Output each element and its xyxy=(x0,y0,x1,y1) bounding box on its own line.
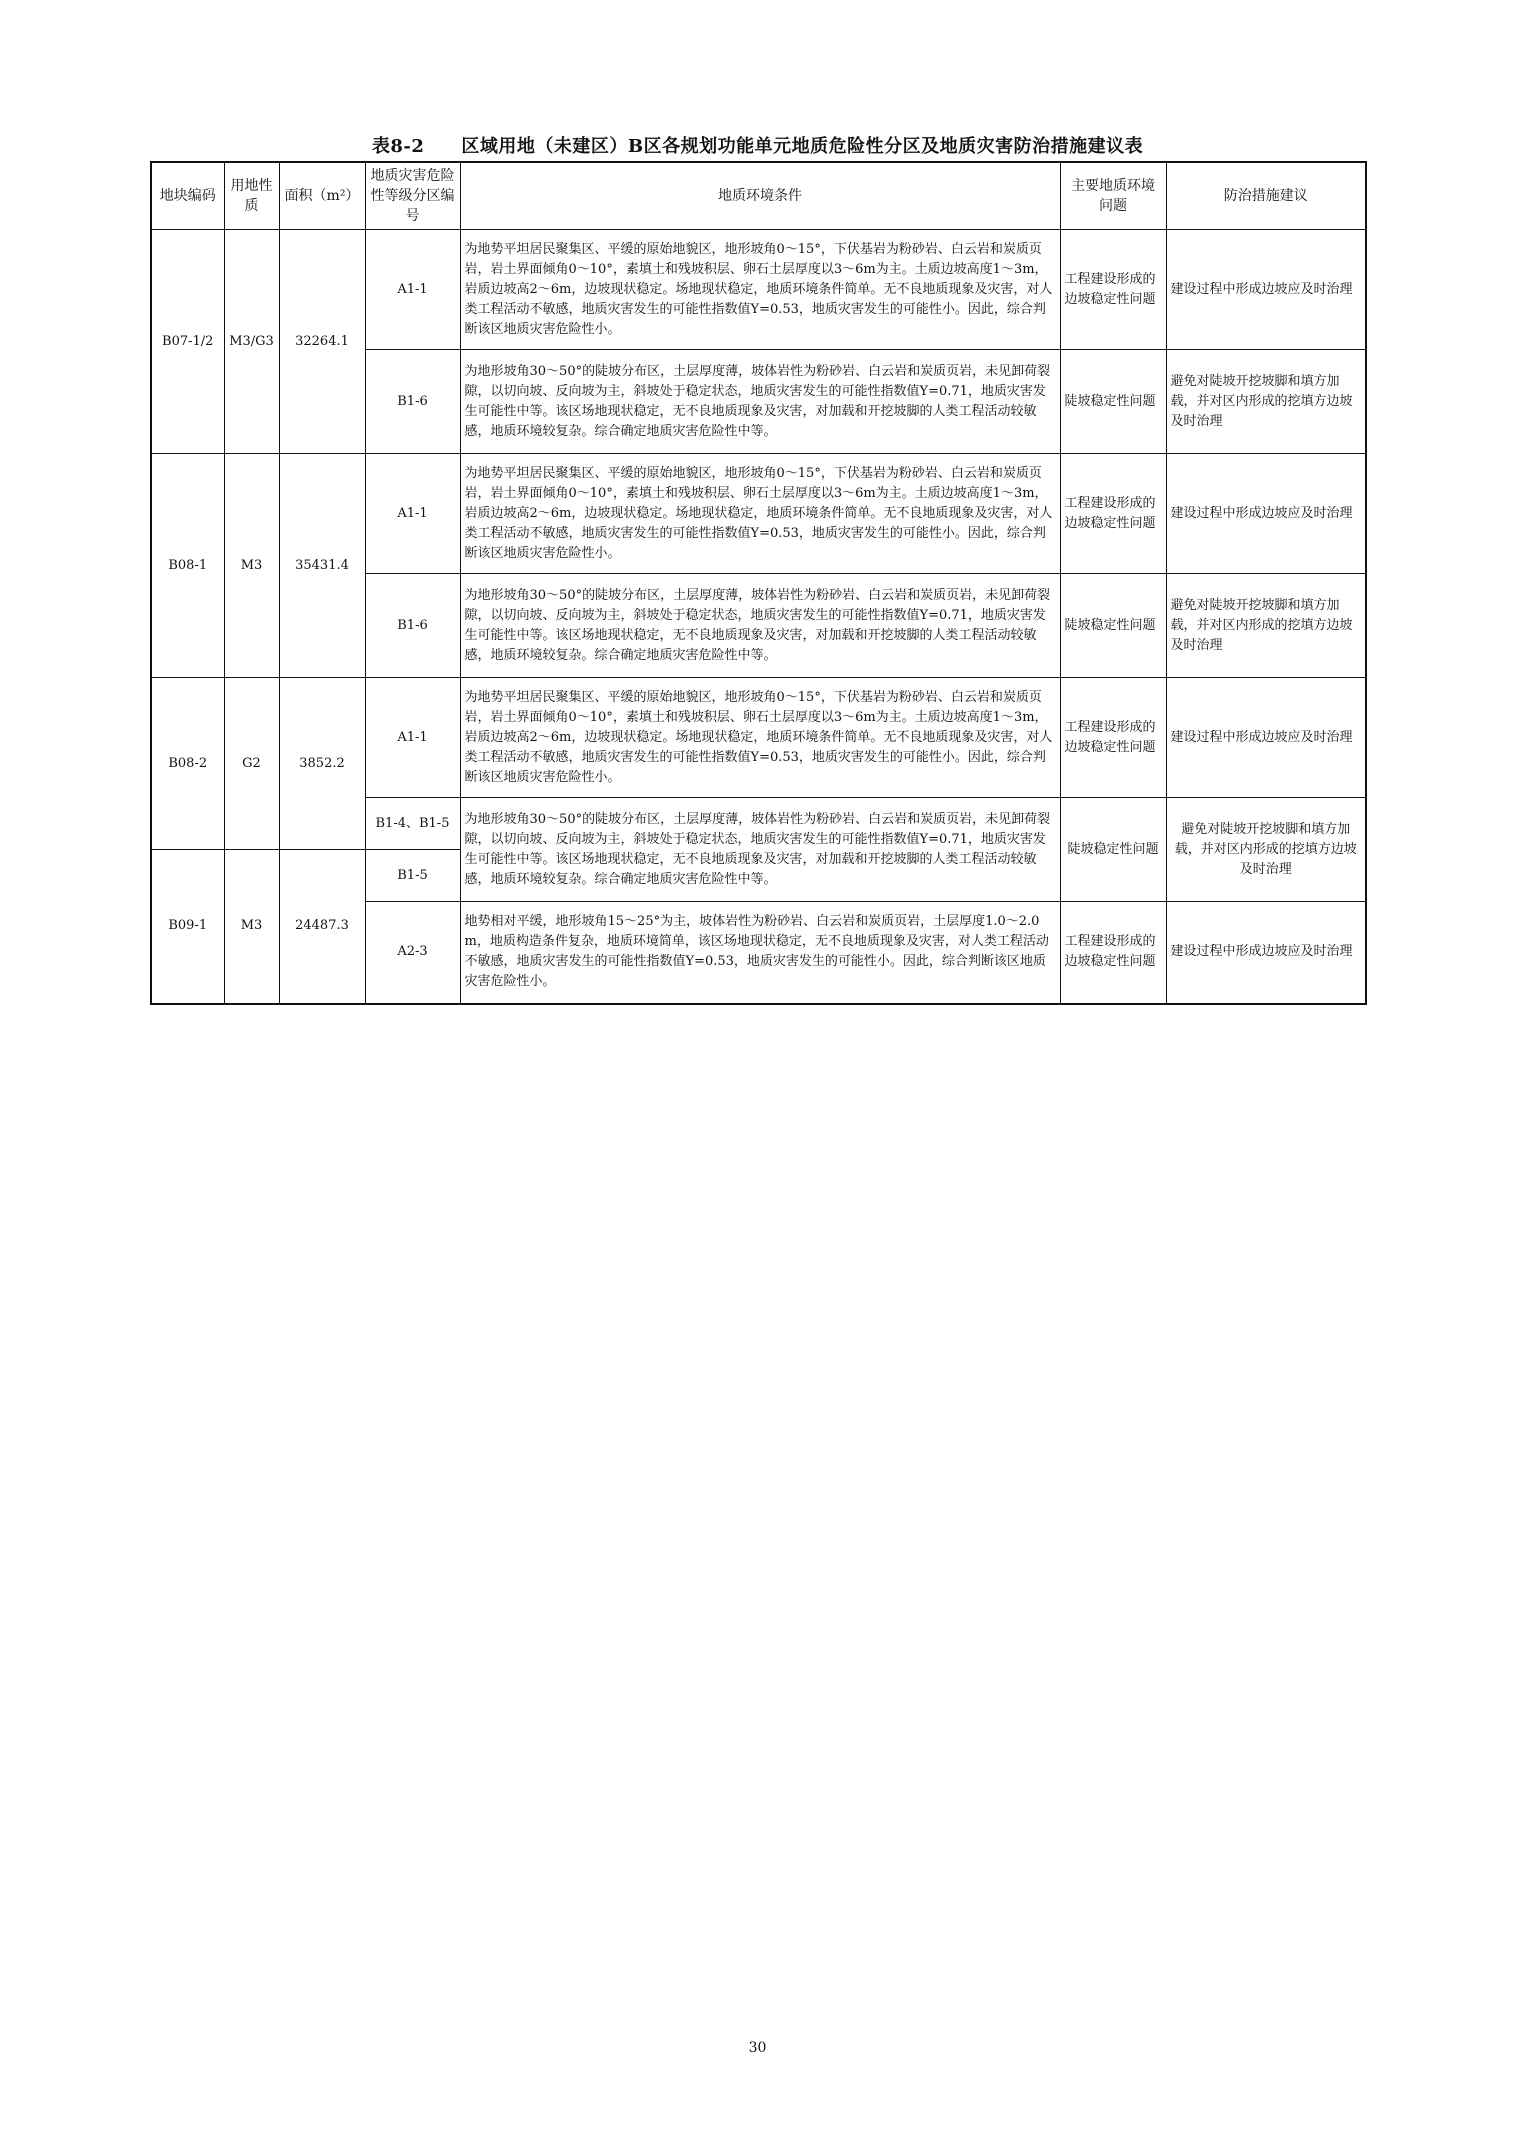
problem-cell: 陡坡稳定性问题 xyxy=(1060,350,1166,454)
header-plot-code: 地块编码 xyxy=(151,162,224,230)
zone-cell: A2-3 xyxy=(365,902,460,1004)
header-suggestion: 防治措施建议 xyxy=(1166,162,1366,230)
suggestion-cell: 避免对陡坡开挖坡脚和填方加载，并对区内形成的挖填方边坡及时治理 xyxy=(1166,350,1366,454)
problem-cell: 陡坡稳定性问题 xyxy=(1060,798,1166,902)
problem-cell: 工程建设形成的边坡稳定性问题 xyxy=(1060,902,1166,1004)
problem-cell: 工程建设形成的边坡稳定性问题 xyxy=(1060,678,1166,798)
zone-cell: B1-6 xyxy=(365,574,460,678)
table-row xyxy=(151,454,1366,574)
suggestion-cell: 建设过程中形成边坡应及时治理 xyxy=(1166,230,1366,350)
land-use-cell: M3 xyxy=(224,850,279,1004)
geo-condition-cell: 为地形坡角30～50°的陡坡分布区，土层厚度薄，坡体岩性为粉砂岩、白云岩和炭质页岩，未见卸荷裂隙，以切向坡、反向坡为主，斜坡处于稳定状态，地质灾害发生的可能性指数值Y=0.71，地质灾害发生可能性中等。该区场地现状稳定，无不良地质现象及灾害，对加载和开挖坡脚的人类工程活动较敏感，地质环境较复杂。综合确定地质灾害危险性中等。 xyxy=(460,350,1060,454)
problem-cell: 工程建设形成的边坡稳定性问题 xyxy=(1060,454,1166,574)
page-title: 表8-2 区域用地（未建区）B区各规划功能单元地质危险性分区及地质灾害防治措施建议表 xyxy=(371,136,1144,157)
geo-condition-cell: 为地势平坦居民聚集区、平缓的原始地貌区，地形坡角0～15°，下伏基岩为粉砂岩、白云岩和炭质页岩，岩土界面倾角0～10°，素填土和残坡积层、卵石土层厚度以3～6m为主。土质边坡高度1～3m，岩质边坡高2～6m，边坡现状稳定。场地现状稳定，地质环境条件简单。无不良地质现象及灾害，对人类工程活动不敏感，地质灾害发生的可能性指数值Y=0.53，地质灾害发生的可能性小。因此，综合判断该区地质灾害危险性小。 xyxy=(460,230,1060,350)
geo-condition-cell: 地势相对平缓，地形坡角15～25°为主，坡体岩性为粉砂岩、白云岩和炭质页岩，土层厚度1.0～2.0m，地质构造条件复杂，地质环境简单，该区场地现状稳定，无不良地质现象及灾害，对人类工程活动不敏感，地质灾害发生的可能性指数值Y=0.53，地质灾害发生的可能性小。因此，综合判断该区地质灾害危险性小。 xyxy=(460,902,1060,1004)
problem-cell: 陡坡稳定性问题 xyxy=(1060,574,1166,678)
zone-cell: A1-1 xyxy=(365,678,460,798)
plot-code-cell: B08-2 xyxy=(151,678,224,850)
suggestion-cell: 建设过程中形成边坡应及时治理 xyxy=(1166,454,1366,574)
land-use-cell: G2 xyxy=(224,678,279,850)
plot-code-cell: B09-1 xyxy=(151,850,224,1004)
suggestion-cell: 建设过程中形成边坡应及时治理 xyxy=(1166,902,1366,1004)
table-header-row xyxy=(151,162,1366,230)
suggestion-cell: 避免对陡坡开挖坡脚和填方加载，并对区内形成的挖填方边坡及时治理 xyxy=(1166,574,1366,678)
land-use-cell: M3 xyxy=(224,454,279,678)
zone-cell: B1-4、B1-5 xyxy=(365,798,460,850)
zone-cell: B1-6 xyxy=(365,350,460,454)
area-cell: 3852.2 xyxy=(279,678,365,850)
area-cell: 24487.3 xyxy=(279,850,365,1004)
geo-condition-cell: 为地形坡角30～50°的陡坡分布区，土层厚度薄，坡体岩性为粉砂岩、白云岩和炭质页岩，未见卸荷裂隙，以切向坡、反向坡为主，斜坡处于稳定状态，地质灾害发生的可能性指数值Y=0.71，地质灾害发生可能性中等。该区场地现状稳定，无不良地质现象及灾害，对加载和开挖坡脚的人类工程活动较敏感，地质环境较复杂。综合确定地质灾害危险性中等。 xyxy=(460,574,1060,678)
zone-cell: A1-1 xyxy=(365,230,460,350)
area-cell: 35431.4 xyxy=(279,454,365,678)
problem-cell: 工程建设形成的边坡稳定性问题 xyxy=(1060,230,1166,350)
plot-code-cell: B07-1/2 xyxy=(151,230,224,454)
header-area: 面积（m²） xyxy=(279,162,365,230)
geo-condition-cell: 为地势平坦居民聚集区、平缓的原始地貌区，地形坡角0～15°，下伏基岩为粉砂岩、白云岩和炭质页岩，岩土界面倾角0～10°，素填土和残坡积层、卵石土层厚度以3～6m为主。土质边坡高度1～3m，岩质边坡高2～6m，边坡现状稳定。场地现状稳定，地质环境条件简单。无不良地质现象及灾害，对人类工程活动不敏感，地质灾害发生的可能性指数值Y=0.53，地质灾害发生的可能性小。因此，综合判断该区地质灾害危险性小。 xyxy=(460,454,1060,574)
zone-cell: A1-1 xyxy=(365,454,460,574)
area-cell: 32264.1 xyxy=(279,230,365,454)
page-number: 30 xyxy=(748,2040,767,2056)
plot-code-cell: B08-1 xyxy=(151,454,224,678)
zone-cell: B1-5 xyxy=(365,850,460,902)
geo-condition-cell: 为地势平坦居民聚集区、平缓的原始地貌区，地形坡角0～15°，下伏基岩为粉砂岩、白云岩和炭质页岩，岩土界面倾角0～10°，素填土和残坡积层、卵石土层厚度以3～6m为主。土质边坡高度1～3m，岩质边坡高2～6m，边坡现状稳定。场地现状稳定，地质环境条件简单。无不良地质现象及灾害，对人类工程活动不敏感，地质灾害发生的可能性指数值Y=0.53，地质灾害发生的可能性小。因此，综合判断该区地质灾害危险性小。 xyxy=(460,678,1060,798)
suggestion-cell: 建设过程中形成边坡应及时治理 xyxy=(1166,678,1366,798)
land-use-cell: M3/G3 xyxy=(224,230,279,454)
table-row xyxy=(151,230,1366,350)
suggestion-cell: 避免对陡坡开挖坡脚和填方加载，并对区内形成的挖填方边坡及时治理 xyxy=(1166,798,1366,902)
header-land-use: 用地性质 xyxy=(224,162,279,230)
header-hazard-zone: 地质灾害危险性等级分区编号 xyxy=(365,162,460,230)
table-row xyxy=(151,678,1366,798)
geo-condition-cell: 为地形坡角30～50°的陡坡分布区，土层厚度薄，坡体岩性为粉砂岩、白云岩和炭质页岩，未见卸荷裂隙，以切向坡、反向坡为主，斜坡处于稳定状态，地质灾害发生的可能性指数值Y=0.71，地质灾害发生可能性中等。该区场地现状稳定，无不良地质现象及灾害，对加载和开挖坡脚的人类工程活动较敏感，地质环境较复杂。综合确定地质灾害危险性中等。 xyxy=(460,798,1060,902)
header-main-problem: 主要地质环境问题 xyxy=(1060,162,1166,230)
header-geo-conditions: 地质环境条件 xyxy=(460,162,1060,230)
hazard-table xyxy=(150,161,1367,1005)
